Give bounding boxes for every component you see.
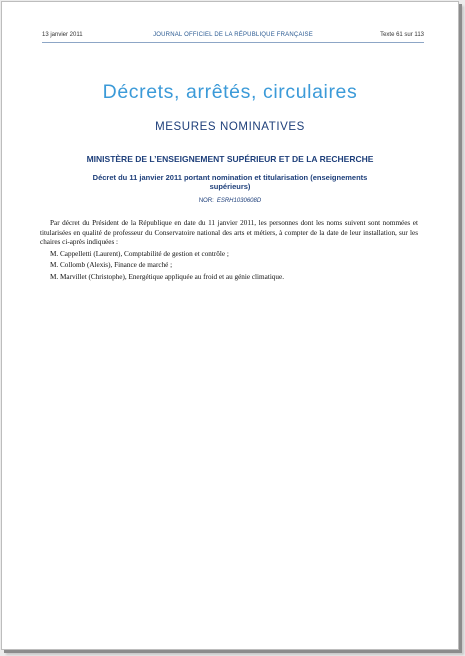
- nor-label: NOR:: [198, 198, 214, 204]
- nomination-item: M. Marvillet (Christophe), Energétique appliquée au froid et au génie climatique.: [50, 272, 284, 281]
- header-date: 13 janvier 2011: [42, 32, 83, 38]
- section-title: Décrets, arrêtés, circulaires: [102, 81, 358, 103]
- nor-code: ESRH1030608D: [216, 198, 262, 204]
- decree-body: [40, 219, 418, 283]
- subsection-title: MESURES NOMINATIVES: [155, 121, 305, 133]
- header-text-number: Texte 61 sur 113: [380, 32, 424, 38]
- nomination-item: M. Cappelletti (Laurent), Comptabilité de gestion et contrôle ;: [50, 249, 229, 258]
- header-journal-title: JOURNAL OFFICIEL DE LA RÉPUBLIQUE FRANÇAISE: [153, 32, 313, 38]
- decree-paragraph: Par décret du Président de la République en date du 11 janvier 2011, les personnes dont les noms suivent sont nommées et titularisées en qualité de professeur du Conservatoire national des arts et métiers, à compter de la date de leur installation, sur les chaires ci-après indiquées :: [40, 219, 418, 247]
- nor-reference: [2, 198, 458, 204]
- nomination-item: M. Collomb (Alexis), Finance de marché ;: [50, 261, 173, 270]
- decree-title: Décret du 11 janvier 2011 portant nomination et titularisation (enseignements supérieurs): [92, 173, 368, 191]
- document-page: [1, 1, 459, 650]
- header-divider: [42, 42, 424, 43]
- ministry-heading: MINISTÈRE DE L’ENSEIGNEMENT SUPÉRIEUR ET DE LA RECHERCHE: [86, 154, 374, 164]
